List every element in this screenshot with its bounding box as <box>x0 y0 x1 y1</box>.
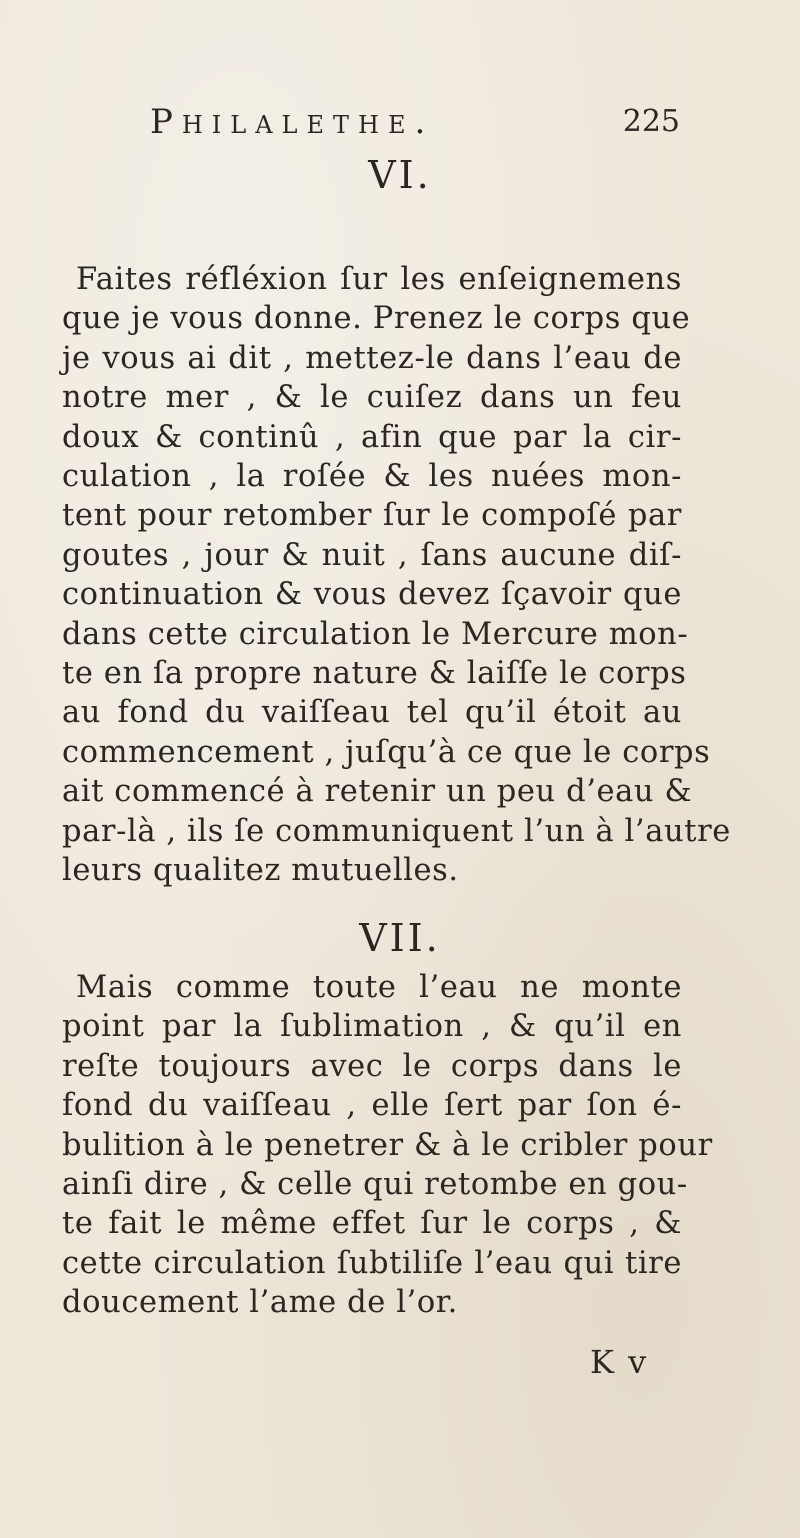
text-line: te fait le même effet ſur le corps , & <box>62 1206 682 1242</box>
text-line: par-là , ils ſe communiquent l’un à l’autre <box>62 813 731 849</box>
text-line: leurs qualitez mutuelles. <box>62 853 459 889</box>
section-vii-text <box>62 968 713 1323</box>
text-line: te en ſa propre nature & laiſſe le corps <box>62 656 687 692</box>
text-line: point par la ſublimation , & qu’il en <box>62 1009 682 1045</box>
text-line: fond du vaiſſeau , elle ſert par ſon é- <box>62 1088 682 1124</box>
text-line: reſte toujours avec le corps dans le <box>62 1048 682 1084</box>
text-line: Faites réfléxion ſur les enſeignemens <box>76 262 682 297</box>
text-line: ainſi dire , & celle qui retombe en gou- <box>62 1167 688 1203</box>
text-line: au fond du vaiſſeau tel qu’il étoit au <box>62 695 682 731</box>
section-heading-vii: VII. <box>359 916 441 960</box>
text-line: commencement , juſqu’à ce que le corps <box>62 734 711 770</box>
text-line: bulition à le penetrer & à le cribler pour <box>62 1127 713 1163</box>
text-line: que je vous donne. Prenez le corps que <box>62 301 691 337</box>
text-line: tent pour retomber ſur le compoſé par <box>62 498 682 534</box>
section-heading-vi: VI. <box>368 153 432 197</box>
running-title: Philalethe. <box>150 102 435 142</box>
text-line: goutes , jour & nuit , ſans aucune diſ- <box>62 537 682 573</box>
section-vi-text <box>62 260 731 891</box>
page-number: 225 <box>622 104 680 139</box>
text-line: je vous ai dit , mettez-le dans l’eau de <box>62 340 682 376</box>
text-line: cette circulation ſubtiliſe l’eau qui tire <box>62 1245 682 1281</box>
text-line: dans cette circulation le Mercure mon- <box>62 616 689 652</box>
text-line: culation , la roſée & les nuées mon- <box>62 459 682 495</box>
text-line: doux & continû , afin que par la cir- <box>62 419 682 455</box>
signature-mark: K v <box>590 1343 649 1381</box>
running-head <box>150 100 680 144</box>
text-line: doucement l’ame de l’or. <box>62 1285 458 1321</box>
text-line: Mais comme toute l’eau ne monte <box>76 970 682 1005</box>
text-line: continuation & vous devez ſçavoir que <box>62 577 682 613</box>
text-line: notre mer , & le cuiſez dans un feu <box>62 380 682 416</box>
text-line: ait commencé à retenir un peu d’eau & <box>62 774 693 810</box>
